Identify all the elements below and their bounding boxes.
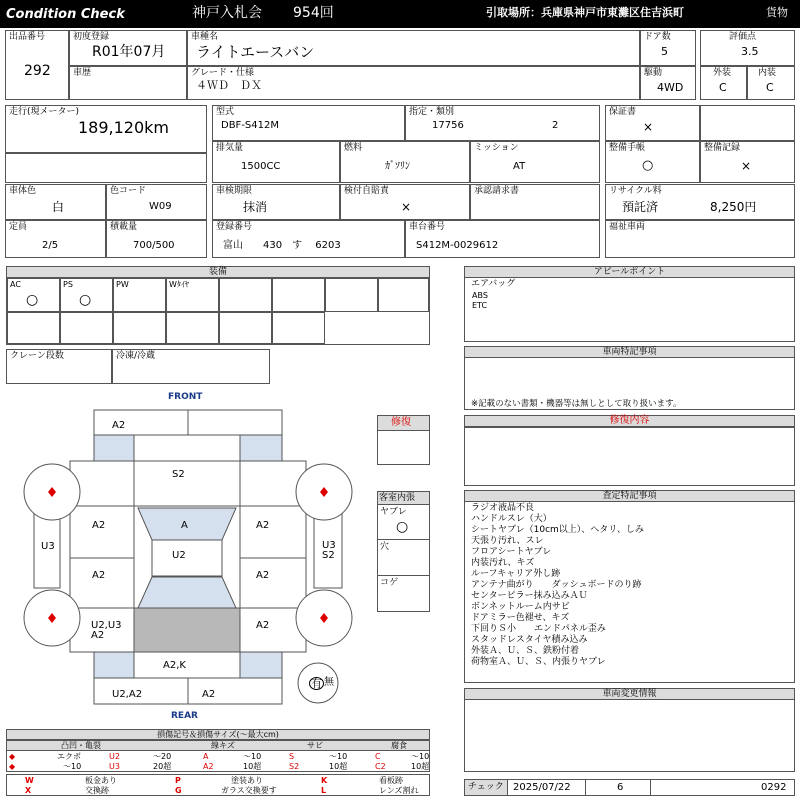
rear-label: REAR xyxy=(171,711,198,721)
mark-right-front-door: A2 xyxy=(256,520,270,531)
record-box: 整備記録 × xyxy=(700,141,795,183)
equip-cell xyxy=(219,312,272,344)
auction-name: 神戸入札会 xyxy=(192,5,262,21)
spare-tire-present: 有 xyxy=(311,677,322,690)
check-date: 2025/07/22 xyxy=(513,782,571,793)
body-color-box: 車体色 白 xyxy=(5,184,106,220)
warranty: × xyxy=(643,120,654,134)
mission: AT xyxy=(513,161,526,172)
equip-cell xyxy=(272,312,325,344)
equipment-grid xyxy=(6,277,430,345)
cabin-divider xyxy=(378,575,429,576)
check-footer xyxy=(464,779,795,796)
mark-rear-gate: A2,K xyxy=(163,660,186,671)
check-number: 6 xyxy=(617,782,624,793)
mark-right-quarter: A2 xyxy=(256,620,270,631)
welfare-box: 福祉車両 xyxy=(605,220,795,258)
car-name: ライトエースバン xyxy=(196,43,315,61)
manual-box: 整備手帳 ○ xyxy=(605,141,700,183)
plate-box: 登録番号 富山 430 す 6203 xyxy=(212,220,405,258)
legend-diamond: ◆ xyxy=(9,762,16,771)
model-box: 型式 DBF-S412M xyxy=(212,105,405,141)
inspection-expiry: 抹消 xyxy=(243,200,268,214)
doors-box: ドア数 5 xyxy=(640,30,696,66)
equip-cell xyxy=(378,278,429,312)
mileage-sub-box xyxy=(5,153,207,183)
special-notes-box xyxy=(464,357,795,410)
load-box: 積載量 700/500 xyxy=(106,220,207,258)
legend-header: 損傷記号＆損傷サイズ(〜最大cm) xyxy=(6,729,430,740)
check-label: チェック xyxy=(468,782,504,792)
displacement-box: 排気量 1500CC xyxy=(212,141,340,183)
legend-keys: W 板金あり P 塗装あり K 看板跡 X 交換跡 G ガラス交換要す L レンズ割れ xyxy=(6,774,430,796)
recycle-status: 預託済 xyxy=(622,200,659,214)
score: 3.5 xyxy=(741,45,759,58)
cert-number: 17756 xyxy=(432,120,464,131)
mark-right-side-u3: U3 xyxy=(322,540,336,551)
capacity: 2/5 xyxy=(42,240,59,251)
vehicle-change-box xyxy=(464,699,795,772)
mark-hood: S2 xyxy=(172,469,185,480)
repair-content-box xyxy=(464,427,795,486)
interior-grade: C xyxy=(766,81,774,94)
repair-header xyxy=(378,416,429,431)
inspection-box: 車検期限 抹消 xyxy=(212,184,340,220)
fridge-box: 冷凍/冷蔵 xyxy=(112,349,270,384)
displacement: 1500CC xyxy=(241,161,281,172)
special-disclaimer: ※記載のない書類・機器等は無しとして取り扱います。 xyxy=(471,399,682,409)
fuel-box: 燃料 ｶﾞｿﾘﾝ xyxy=(340,141,470,183)
mark-rear-bumper-left: U2,A2 xyxy=(112,689,143,700)
model-code: DBF-S412M xyxy=(221,120,279,131)
color-code: W09 xyxy=(149,201,172,212)
legend-diamond: ◆ xyxy=(9,752,16,761)
autotax-box: 検付自賠責 × xyxy=(340,184,470,220)
chassis-number: S412M-0029612 xyxy=(416,240,499,251)
appeal-header: アピールポイント xyxy=(464,266,795,278)
recycle-box: リサイクル料 預託済 8,250円 xyxy=(605,184,795,220)
header-bar xyxy=(0,0,800,28)
mark-front-bumper-left: A2 xyxy=(112,420,126,431)
maintenance-manual: ○ xyxy=(642,158,654,173)
cabin-divider xyxy=(378,539,429,540)
special-notes-header: 車両特記事項 xyxy=(464,346,795,358)
lot-number-box: 出品番号 292 xyxy=(5,30,69,100)
appeal-box: エアバッグ ABS ETC xyxy=(464,277,795,342)
front-label: FRONT xyxy=(168,392,203,402)
mark-windshield: A xyxy=(181,520,188,531)
recycle-fee: 8,250円 xyxy=(710,200,757,214)
warranty-box: 保証書 × xyxy=(605,105,700,141)
cabin-trim-box: 客室内張 ヤブレ ○ 穴 コゲ xyxy=(377,491,430,612)
repair-content-header: 修復内容 xyxy=(464,415,795,427)
repair-box xyxy=(377,415,430,465)
equip-cell xyxy=(272,278,325,312)
equip-cell-ac: AC ○ xyxy=(7,278,60,312)
mileage-box: 走行(現メーター) 189,120km xyxy=(5,105,207,153)
equipment-header: 装備 xyxy=(6,266,430,278)
mark-left-rear-door: A2 xyxy=(92,570,106,581)
capacity-box: 定員 2/5 xyxy=(5,220,106,258)
inspection-notes-header: 査定特記事項 xyxy=(464,490,795,502)
mark-left-quarter-a2: A2 xyxy=(91,630,105,641)
footer-divider xyxy=(585,780,586,795)
cert-box: 指定・類別 17756 2 xyxy=(405,105,600,141)
mission-box: ミッション AT xyxy=(470,141,600,183)
equip-cell xyxy=(219,278,272,312)
legend-table: 凸凹・亀裂 線キズ サビ 腐食 ◆ エクボ U2 〜20 A 〜10 S 〜10 C 〜10 ◆ 〜10 U3 20超 A2 10超 S2 10超 C2 10超 xyxy=(6,740,430,772)
footer-divider xyxy=(650,780,651,795)
mark-left-front-door: A2 xyxy=(92,520,106,531)
fuel: ｶﾞｿﾘﾝ xyxy=(385,161,410,172)
car-name-box: 車種名 ライトエースバン xyxy=(187,30,640,66)
cabin-header: 客室内張 xyxy=(378,492,429,505)
interior-box: 内装 C xyxy=(747,66,795,100)
auction-session: 954回 xyxy=(293,5,334,21)
lot-number: 292 xyxy=(24,63,51,79)
check-code: 0292 xyxy=(761,782,787,793)
grade-box: グレード・仕様 ４ＷＤ ＤＸ xyxy=(187,66,640,100)
first-reg-box: 初度登録 R01年07月 xyxy=(69,30,187,66)
equip-cell xyxy=(325,278,378,312)
plate-number: 富山 430 す 6203 xyxy=(223,240,341,251)
history-box: 車歴 xyxy=(69,66,187,100)
equip-cell xyxy=(113,312,166,344)
mark-right-rear-door: A2 xyxy=(256,570,270,581)
repair-label: 修復 xyxy=(391,417,411,428)
body-color: 白 xyxy=(52,200,65,214)
category-number: 2 xyxy=(552,120,559,131)
mark-right-side-s2: S2 xyxy=(322,550,335,561)
pickup-location: 引取場所：兵庫県神戸市東灘区住吉浜町 xyxy=(486,6,684,19)
mark-left-side: U3 xyxy=(41,541,55,552)
drive: 4WD xyxy=(657,81,684,94)
autotax: × xyxy=(401,200,412,214)
drive-box: 駆動 4WD xyxy=(640,66,696,100)
inspection-notes-box: ラジオ液晶不良 ハンドルスレ（大） シートヤブレ（10cm以上）、ヘタリ、しみ 天張り汚れ、スレ フロアシートヤブレ 内装汚れ、キズ ルーフキャリア外し跡 アンテナ曲がり ダッシュボードのり跡 センターピラー抹み込みＡＵ ボンネットルーム内サビ ドアミラー色褪せ、キズ 下回りＳ小 エンドパネル歪み スタッドレスタイヤ積み込み 外装Ａ、Ｕ、Ｓ、鉄粉付着 荷物室Ａ、Ｕ、Ｓ、内張りヤブレ xyxy=(464,501,795,683)
mark-left-quarter: U2,U3 xyxy=(91,620,122,631)
exterior-grade: C xyxy=(719,81,727,94)
first-registration: R01年07月 xyxy=(92,44,166,60)
equip-cell xyxy=(7,312,60,344)
grade: ４ＷＤ ＤＸ xyxy=(196,79,262,92)
equip-cell xyxy=(166,312,219,344)
load-capacity: 700/500 xyxy=(133,240,175,251)
door-count: 5 xyxy=(661,45,668,58)
score-box: 評価点 3.5 xyxy=(700,30,795,66)
check-label-cell xyxy=(465,780,508,795)
spare-tire-none: 無 xyxy=(324,677,334,688)
equip-cell-ps: PS ○ xyxy=(60,278,113,312)
exterior-box: 外装 C xyxy=(700,66,747,100)
chassis-box: 車台番号 S412M-0029612 xyxy=(405,220,600,258)
mark-roof: U2 xyxy=(172,550,186,561)
mileage: 189,120km xyxy=(78,118,170,137)
vehicle-change-header: 車両変更情報 xyxy=(464,688,795,700)
vehicle-category: 貨物 xyxy=(766,6,788,19)
color-code-box: 色コード W09 xyxy=(106,184,207,220)
cabin-tear-mark: ○ xyxy=(396,519,409,535)
sheet-title: Condition Check xyxy=(6,7,125,22)
approval-box: 承認請求書 xyxy=(470,184,600,220)
equip-cell-wtire: Wﾀｲﾔ xyxy=(166,278,219,312)
equip-cell xyxy=(60,312,113,344)
crane-box: クレーン段数 xyxy=(6,349,112,384)
equip-cell-pw: PW xyxy=(113,278,166,312)
mark-rear-bumper-right: A2 xyxy=(202,689,216,700)
maintenance-record: × xyxy=(741,159,752,173)
warranty-extra-box xyxy=(700,105,795,141)
